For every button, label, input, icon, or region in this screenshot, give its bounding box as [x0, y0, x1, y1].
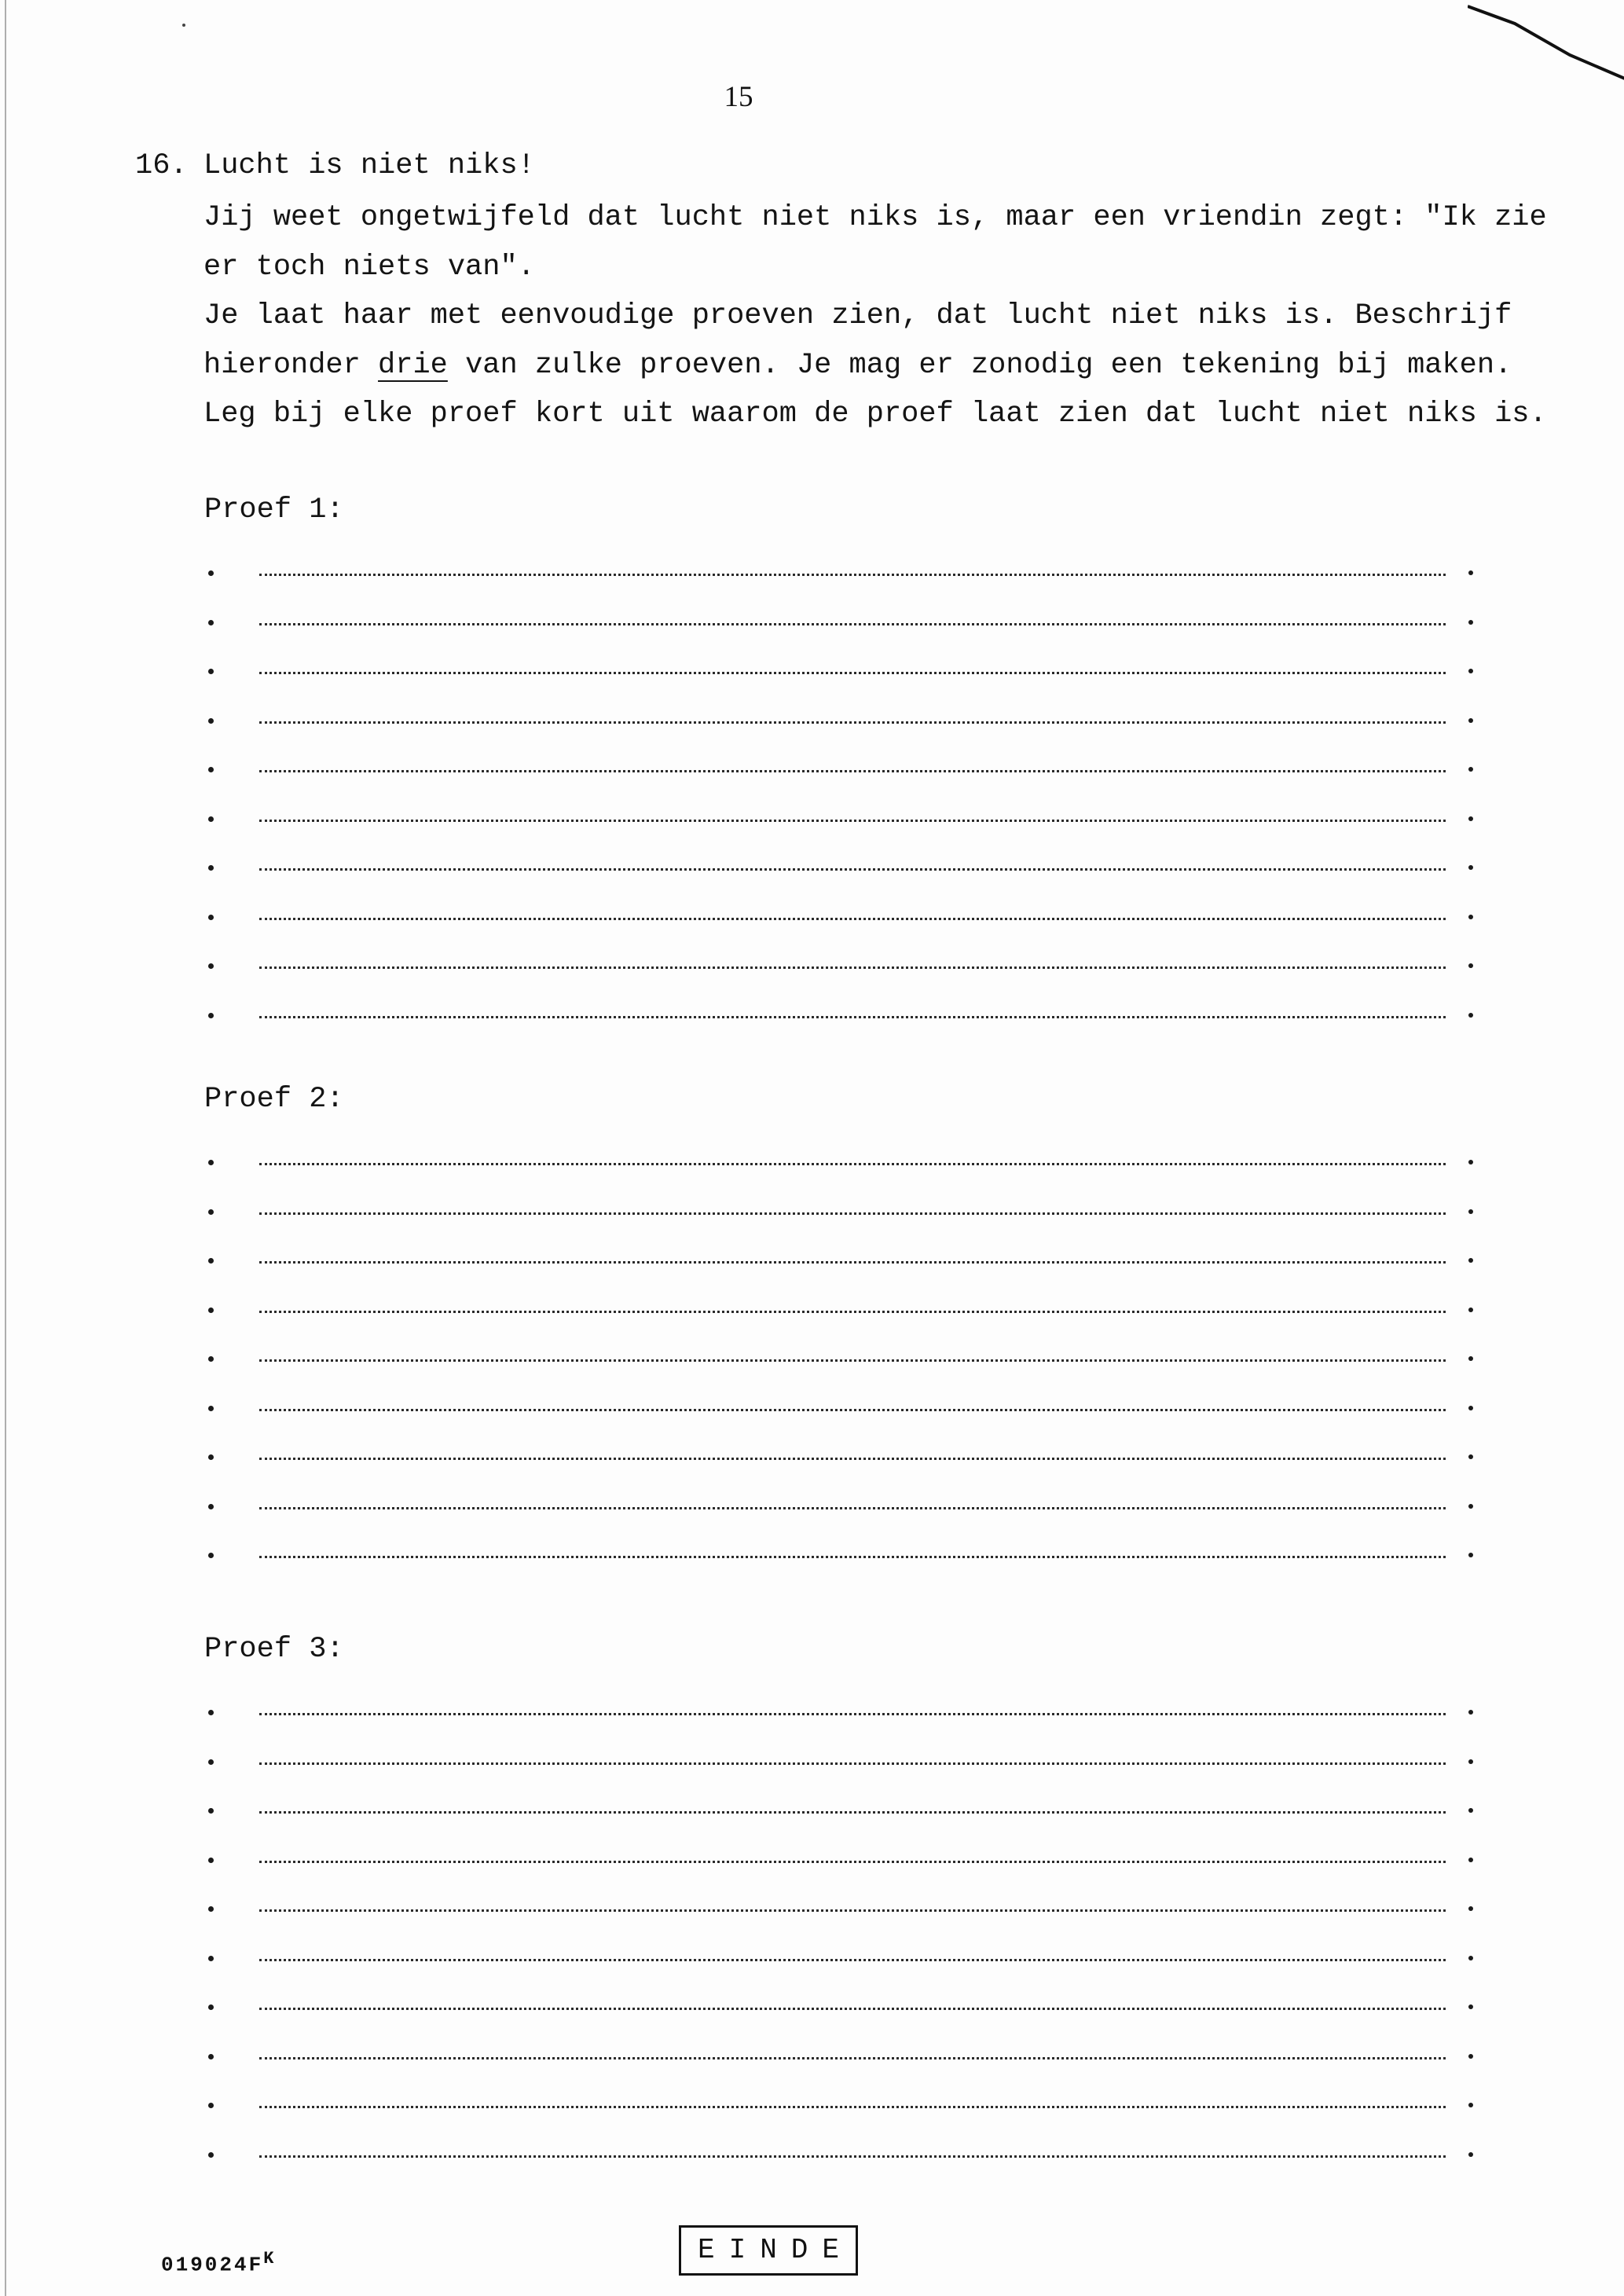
- end-dot: [1468, 2103, 1473, 2107]
- end-dot: [1468, 1258, 1473, 1263]
- bullet-dot: [208, 620, 214, 625]
- dotted-rule: [259, 2057, 1446, 2059]
- answer-line[interactable]: [196, 1499, 1485, 1515]
- end-dot: [1468, 915, 1473, 919]
- exam-code-mark: K: [263, 2249, 277, 2268]
- dotted-rule: [259, 1713, 1446, 1715]
- dotted-rule: [259, 1261, 1446, 1264]
- answer-line[interactable]: [196, 2098, 1485, 2114]
- end-dot: [1468, 1504, 1473, 1509]
- answer-line[interactable]: [196, 1705, 1485, 1721]
- bullet-dot: [208, 2103, 214, 2108]
- answer-line[interactable]: [196, 812, 1485, 827]
- bullet-dot: [208, 718, 214, 724]
- bullet-dot: [208, 1258, 214, 1264]
- bullet-dot: [208, 1209, 214, 1215]
- end-box: EINDE: [679, 2225, 858, 2276]
- dotted-rule: [259, 623, 1446, 625]
- answer-line[interactable]: [196, 1548, 1485, 1564]
- question-text-segment: hieronder: [203, 348, 379, 382]
- end-dot: [1468, 2054, 1473, 2059]
- bullet-dot: [208, 963, 214, 969]
- end-dot: [1468, 2152, 1473, 2157]
- end-dot: [1468, 1956, 1473, 1960]
- end-dot: [1468, 816, 1473, 821]
- dotted-rule: [259, 770, 1446, 772]
- bullet-dot: [208, 2004, 214, 2010]
- bullet-dot: [208, 1808, 214, 1814]
- bullet-dot: [208, 2152, 214, 2158]
- exam-code: [161, 2249, 276, 2277]
- bullet-dot: [208, 1454, 214, 1460]
- end-dot: [1468, 1356, 1473, 1361]
- end-dot: [1468, 669, 1473, 673]
- scan-edge: [5, 0, 6, 2296]
- answer-line[interactable]: [196, 1755, 1485, 1770]
- section-label: Proef 2:: [204, 1083, 344, 1116]
- answer-line[interactable]: [196, 1401, 1485, 1417]
- end-dot: [1468, 2004, 1473, 2009]
- end-dot: [1468, 1710, 1473, 1715]
- answer-line[interactable]: [196, 1205, 1485, 1220]
- dotted-rule: [259, 1311, 1446, 1313]
- answer-line[interactable]: [196, 959, 1485, 974]
- end-dot: [1468, 1406, 1473, 1410]
- bullet-dot: [208, 1160, 214, 1165]
- answer-line[interactable]: [196, 1902, 1485, 1917]
- dotted-rule: [259, 1507, 1446, 1509]
- bullet-dot: [208, 2054, 214, 2059]
- dotted-rule: [259, 1861, 1446, 1863]
- question-text-segment: Jij weet ongetwijfeld dat lucht niet niks is, maar een vriendin zegt: "Ik zie: [203, 201, 1547, 234]
- bullet-dot: [208, 1308, 214, 1313]
- end-dot: [1468, 1160, 1473, 1165]
- question-number: 16.: [135, 149, 188, 182]
- bullet-dot: [208, 1356, 214, 1362]
- answer-line[interactable]: [196, 1853, 1485, 1869]
- bullet-dot: [208, 1858, 214, 1863]
- question-line: [203, 390, 1547, 439]
- emphasized-word: drie: [378, 348, 448, 382]
- bullet-dot: [208, 865, 214, 871]
- answer-line[interactable]: [196, 2147, 1485, 2163]
- bullet-dot: [208, 669, 214, 674]
- exam-code-text: 019024F: [161, 2253, 264, 2277]
- dotted-rule: [259, 820, 1446, 822]
- answer-line[interactable]: [196, 1450, 1485, 1465]
- bullet-dot: [208, 1956, 214, 1961]
- question-text-segment: Je laat haar met eenvoudige proeven zien, dat lucht niet niks is. Beschrijf: [203, 299, 1512, 332]
- dotted-rule: [259, 672, 1446, 674]
- bullet-dot: [208, 1406, 214, 1411]
- question-title: Lucht is niet niks!: [203, 149, 535, 182]
- end-dot: [1468, 1553, 1473, 1557]
- section-label: Proef 1:: [204, 493, 344, 526]
- end-dot: [1468, 1858, 1473, 1862]
- end-dot: [1468, 1906, 1473, 1911]
- end-dot: [1468, 718, 1473, 723]
- question-text-segment: van zulke proeven. Je mag er zonodig een tekening bij maken.: [447, 348, 1512, 382]
- answer-line[interactable]: [196, 664, 1485, 680]
- question-line: [203, 193, 1547, 243]
- answer-line[interactable]: [196, 1253, 1485, 1269]
- end-dot: [1468, 1454, 1473, 1459]
- bullet-dot: [208, 570, 214, 576]
- dotted-rule: [259, 2008, 1446, 2010]
- bullet-dot: [208, 915, 214, 920]
- bullet-dot: [208, 1906, 214, 1912]
- dotted-rule: [259, 1909, 1446, 1912]
- dotted-rule: [259, 1458, 1446, 1460]
- dotted-rule: [259, 868, 1446, 871]
- answer-line[interactable]: [196, 1352, 1485, 1367]
- answer-line[interactable]: [196, 713, 1485, 729]
- end-dot: [1468, 1209, 1473, 1214]
- end-dot: [1468, 1308, 1473, 1312]
- dotted-rule: [259, 1212, 1446, 1215]
- scan-speck: [182, 24, 185, 27]
- end-dot: [1468, 1013, 1473, 1018]
- answer-line[interactable]: [196, 860, 1485, 876]
- end-dot: [1468, 570, 1473, 575]
- bullet-dot: [208, 1553, 214, 1558]
- dotted-rule: [259, 1811, 1446, 1814]
- section-label: Proef 3:: [204, 1633, 344, 1666]
- dotted-rule: [259, 1359, 1446, 1362]
- dotted-rule: [259, 574, 1446, 576]
- end-dot: [1468, 865, 1473, 870]
- dotted-rule: [259, 1163, 1446, 1165]
- end-dot: [1468, 963, 1473, 968]
- answer-line[interactable]: [196, 1155, 1485, 1171]
- answer-line[interactable]: [196, 615, 1485, 631]
- bullet-dot: [208, 767, 214, 772]
- answer-line[interactable]: [196, 1303, 1485, 1319]
- question-text-segment: Leg bij elke proef kort uit waarom de proef laat zien dat lucht niet niks is.: [203, 398, 1547, 431]
- end-dot: [1468, 620, 1473, 625]
- dotted-rule: [259, 2155, 1446, 2158]
- page-number: 15: [724, 81, 753, 113]
- question-text-segment: er toch niets van".: [203, 250, 535, 284]
- answer-line[interactable]: [196, 2049, 1485, 2065]
- dotted-rule: [259, 1959, 1446, 1961]
- end-dot: [1468, 1808, 1473, 1813]
- dotted-rule: [259, 721, 1446, 724]
- question-line: [203, 341, 1547, 391]
- answer-line[interactable]: [196, 566, 1485, 581]
- answer-line[interactable]: [196, 1951, 1485, 1967]
- bullet-dot: [208, 816, 214, 822]
- answer-line[interactable]: [196, 762, 1485, 778]
- end-dot: [1468, 767, 1473, 772]
- dotted-rule: [259, 1556, 1446, 1558]
- scan-corner-mark: [1468, 0, 1624, 94]
- dotted-rule: [259, 2106, 1446, 2108]
- bullet-dot: [208, 1013, 214, 1018]
- question-text: [203, 193, 1547, 439]
- dotted-rule: [259, 1016, 1446, 1018]
- end-dot: [1468, 1759, 1473, 1764]
- question-line: [203, 292, 1547, 341]
- answer-line[interactable]: [196, 910, 1485, 926]
- dotted-rule: [259, 1409, 1446, 1411]
- dotted-rule: [259, 918, 1446, 920]
- bullet-dot: [208, 1504, 214, 1509]
- bullet-dot: [208, 1710, 214, 1715]
- dotted-rule: [259, 1762, 1446, 1765]
- answer-line[interactable]: [196, 2000, 1485, 2015]
- bullet-dot: [208, 1759, 214, 1765]
- question-line: [203, 243, 1547, 292]
- answer-line[interactable]: [196, 1803, 1485, 1819]
- dotted-rule: [259, 966, 1446, 969]
- answer-line[interactable]: [196, 1008, 1485, 1024]
